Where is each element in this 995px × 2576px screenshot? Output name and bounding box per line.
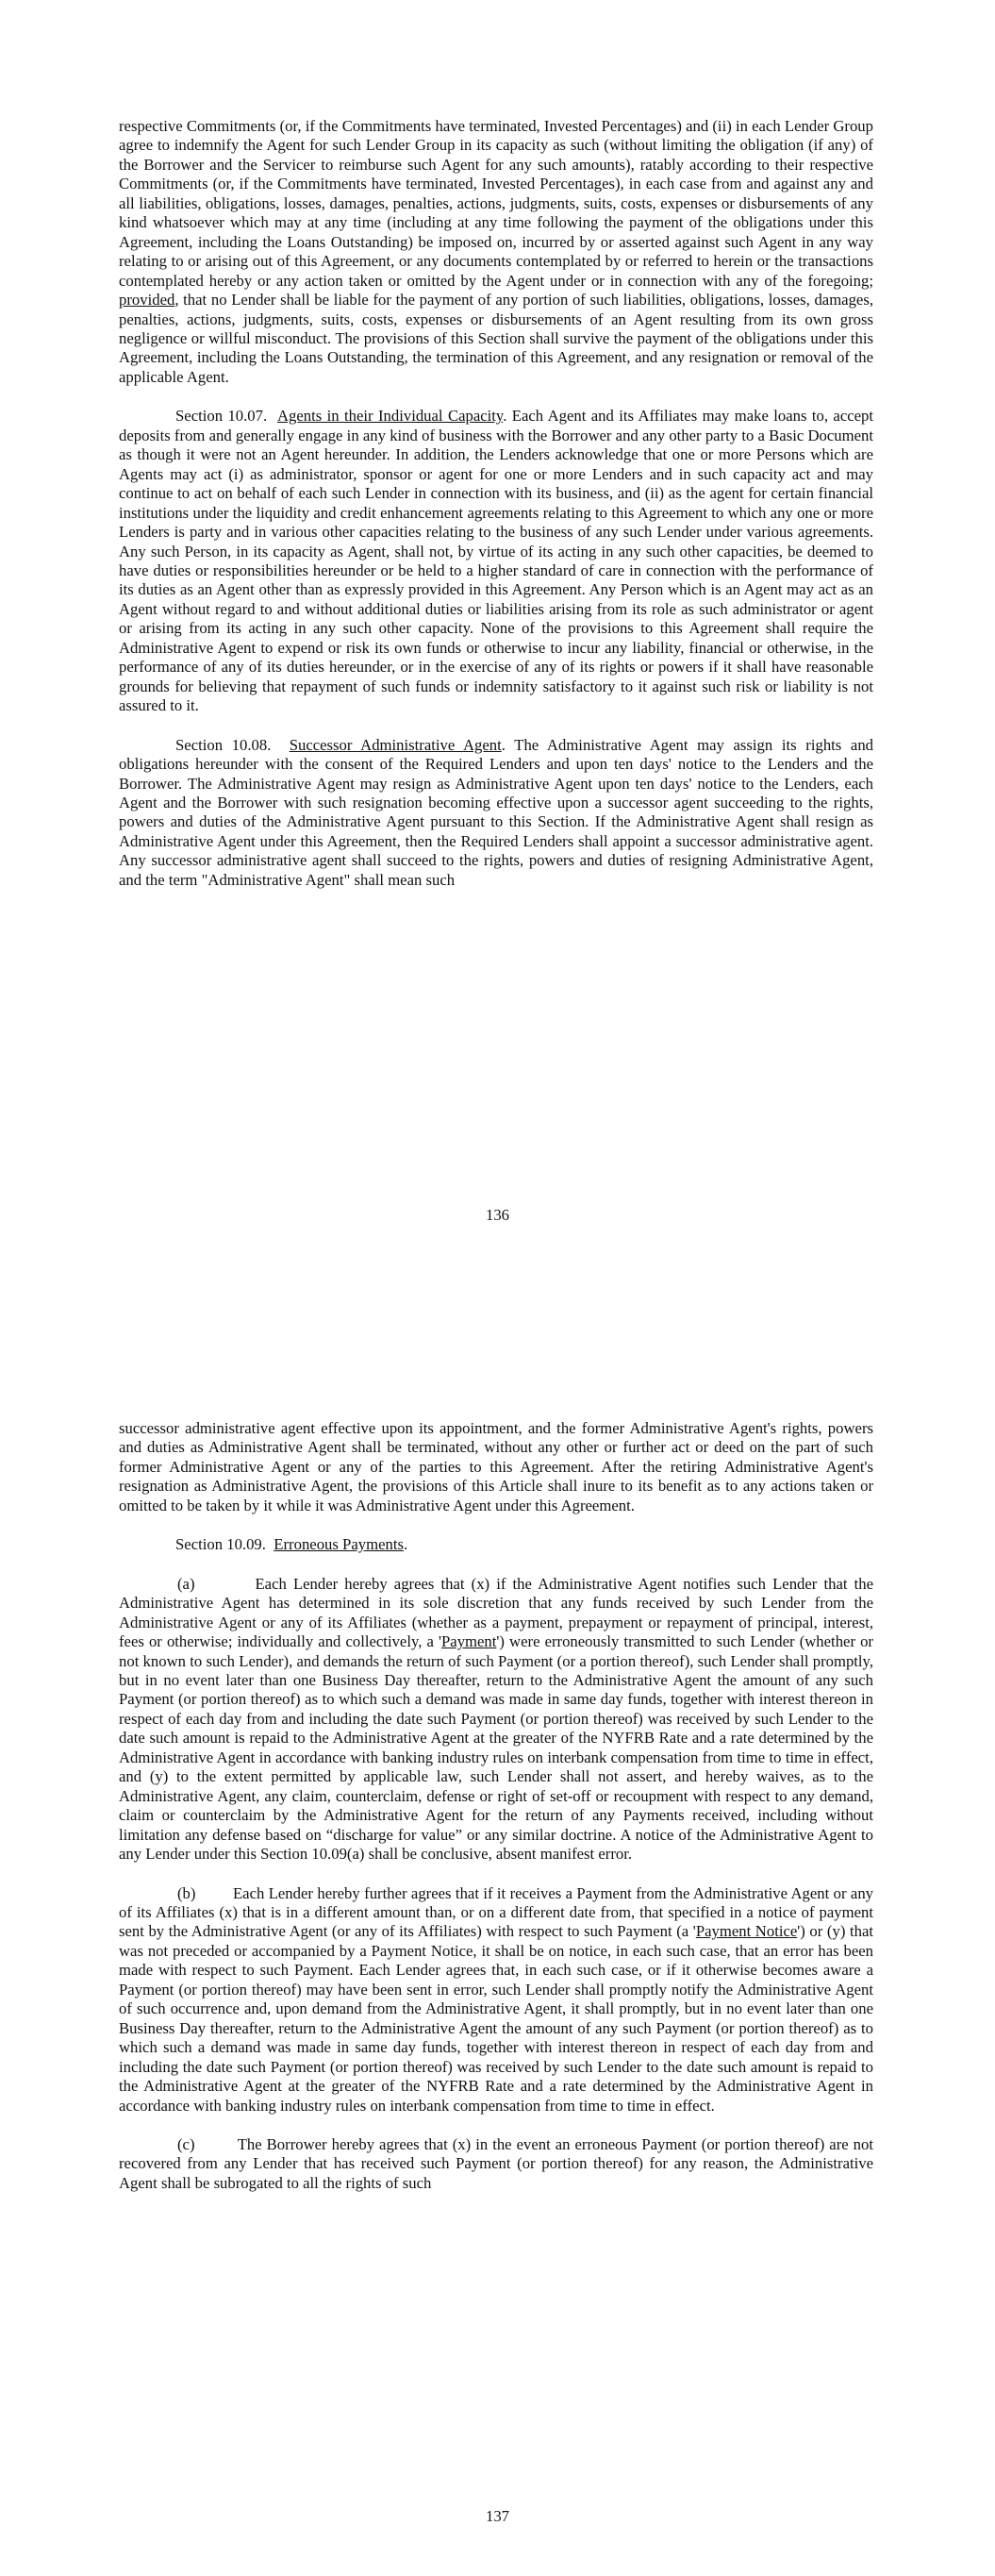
section-10-08: Section 10.08. Successor Administrative Agent. The Administrative Agent may assign its rights and obligations hereunder with the consent of the Required Lenders and upon ten days' notice to the Lenders and the Borrower. The Administrative Agent may resign as Administrative Agent upon ten days' notice to the Lenders, each Agent and the Borrower with such resignation becoming effective upon a successor agent succeeding to the rights, powers and duties of the Administrative Agent pursuant to this Section. If the Administrative Agent shall resign as Administrative Agent under this Agreement, then the Required Lenders shall appoint a successor administrative agent. Any successor administrative agent shall succeed to the rights, powers and duties of resigning Administrative Agent, and the term "Administrative Agent" shall mean such: [119, 735, 874, 889]
paragraph-successor-continued: successor administrative agent effective upon its appointment, and the former Administrative Agent's rights, powers and duties as Administrative Agent shall be terminated, without any other or further act or deed on the part of such former Administrative Agent or any of the parties to this Agreement. After the retiring Administrative Agent's resignation as Administrative Agent, the provisions of this Article shall inure to its benefit as to any actions taken or omitted to be taken by it while it was Administrative Agent under this Agreement.: [119, 1419, 873, 1514]
section-title: Erroneous Payments: [274, 1535, 404, 1554]
page-number: 137: [485, 2507, 510, 2525]
paragraph-indemnity-continued: respective Commitments (or, if the Commitments have terminated, Invested Percentages) and (ii) in each Lender Group agree to indemnify the Agent for such Lender Group in its capacity as such (without limiting the obligation (if any) of the Borrower and the Servicer to reimburse such Agent for any such amounts), ratably according to their respective Commitments (or, if the Commitments have terminated, Invested Percentages), in each case from and against any and all liabilities, obligations, losses, damages, penalties, actions, judgments, suits, costs, expenses or disbursements of any kind whatsoever which may at any time (including at any time following the payment of the obligations under this Agreement, including the Loans Outstanding) be imposed on, incurred by or asserted against such Agent in any way relating to or arising out of this Agreement, or any documents contemplated by or referred to herein or the transactions contemplated hereby or any action taken or omitted by the Agent under or in connection with any of the foregoing; provided, that no Lender shall be liable for the payment of any portion of such liabilities, obligations, losses, damages, penalties, actions, judgments, suits, costs, expenses or disbursements of an Agent resulting from its own gross negligence or willful misconduct. The provisions of this Section shall survive the payment of the obligations under this Agreement, including the Loans Outstanding, the termination of this Agreement, and any resignation or removal of the applicable Agent.: [119, 117, 873, 386]
clause-label: (b): [177, 1883, 196, 1902]
page-body: [119, 1419, 873, 2193]
section-number: Section 10.09.: [175, 1535, 266, 1554]
section-10-09-heading: Section 10.09. Erroneous Payments.: [175, 1535, 408, 1554]
page-body: [119, 117, 873, 890]
clause-c: (c) The Borrower hereby agrees that (x) in the event an erroneous Payment (or portion thereof) are not recovered from any Lender that has received such Payment (or portion thereof) for any reason, the Administrative Agent shall be subrogated to all the rights of such: [119, 2134, 873, 2192]
clause-b: (b) Each Lender hereby further agrees that if it receives a Payment from the Administrative Agent or any of its Affiliates (x) that is in a different amount than, or on a different date from, that specified in a notice of payment sent by the Administrative Agent (or any of its Affiliates) with respect to such Payment (a 'Payment Notice') or (y) that was not preceded or accompanied by a Payment Notice, it shall be on notice, in each such case, that an error has been made with respect to such Payment. Each Lender agrees that, in each such case, or if it otherwise becomes aware a Payment (or portion thereof) may have been sent in error, such Lender shall promptly notify the Administrative Agent of such occurrence and, upon demand from the Administrative Agent, it shall promptly, but in no event later than one Business Day thereafter, return to the Administrative Agent the amount of any such Payment (or portion thereof) as to which such a demand was made in same day funds, together with interest thereon in respect of each day from and including the date such Payment (or portion thereof) was received by such Lender to the date such amount is repaid to the Administrative Agent at the greater of the NYFRB Rate and a rate determined by the Administrative Agent in accordance with banking industry rules on interbank compensation from time to time in effect.: [119, 1883, 874, 2115]
clause-label: (c): [177, 2134, 195, 2153]
section-number: Section 10.07.: [175, 407, 268, 426]
section-number: Section 10.08.: [175, 735, 272, 754]
clause-a: (a) Each Lender hereby agrees that (x) if the Administrative Agent notifies such Lender that the Administrative Agent has determined in its sole discretion that any funds received by such Lender from the Administrative Agent or any of its Affiliates (whether as a payment, prepayment or repayment of principal, interest, fees or otherwise; individually and collectively, a 'Payment') were erroneously transmitted to such Lender (whether or not known to such Lender), and demands the return of such Payment (or a portion thereof), such Lender shall promptly, but in no event later than one Business Day thereafter, return to the Administrative Agent the amount of any such Payment (or portion thereof) as to which such a demand was made in same day funds, together with interest thereon in respect of each day from and including the date such Payment (or portion thereof) was received by such Lender to the date such amount is repaid to the Administrative Agent at the greater of the NYFRB Rate and a rate determined by the Administrative Agent in accordance with banking industry rules on interbank compensation from time to time in effect, and (y) to the extent permitted by applicable law, such Lender shall not assert, and hereby waives, as to the Administrative Agent, any claim, counterclaim, defense or right of set-off or recoupment with respect to any demand, claim or counterclaim by the Administrative Agent for the return of any Payments received, including without limitation any defense based on “discharge for value” or any similar doctrine. A notice of the Administrative Agent to any Lender under this Section 10.09(a) shall be conclusive, absent manifest error.: [119, 1574, 873, 1864]
page-number: 136: [485, 1206, 510, 1224]
clause-label: (a): [177, 1574, 195, 1593]
section-10-07: Section 10.07. Agents in their Individual Capacity. Each Agent and its Affiliates may make loans to, accept deposits from and generally engage in any kind of business with the Borrower and any other party to a Basic Document as though it were not an Agent hereunder. In addition, the Lenders acknowledge that one or more Persons which are Agents may act (i) as administrator, sponsor or agent for one or more Lenders and in such capacity act and may continue to act on behalf of each such Lender in connection with its business, and (ii) as the agent for certain financial institutions under the liquidity and credit enhancement agreements relating to this Agreement to which any one or more Lenders is party and in various other capacities relating to the business of any such Lender under various agreements. Any such Person, in its capacity as Agent, shall not, by virtue of its acting in any such other capacities, be deemed to have duties or responsibilities hereunder or be held to a higher standard of care in connection with the performance of its duties as an Agent other than as expressly provided in this Agreement. Any Person which is an Agent may act as an Agent without regard to and without additional duties or liabilities arising from its role as such administrator or agent or arising from its acting in any such other capacity. None of the provisions to this Agreement shall require the Administrative Agent to expend or risk its own funds or otherwise to incur any liability, financial or otherwise, in the performance of any of its duties hereunder, or in the exercise of any of its rights or powers if it shall have reasonable grounds for believing that repayment of such funds or indemnity satisfactory to it against such risk or liability is not assured to it.: [119, 407, 874, 715]
defined-term: Payment Notice: [695, 1922, 798, 1941]
term-provided: provided: [119, 291, 175, 309]
defined-term: Payment: [441, 1632, 497, 1651]
document-page-137: [0, 1293, 995, 2576]
section-title: Successor Administrative Agent: [289, 735, 502, 754]
section-title: Agents in their Individual Capacity: [276, 407, 504, 426]
